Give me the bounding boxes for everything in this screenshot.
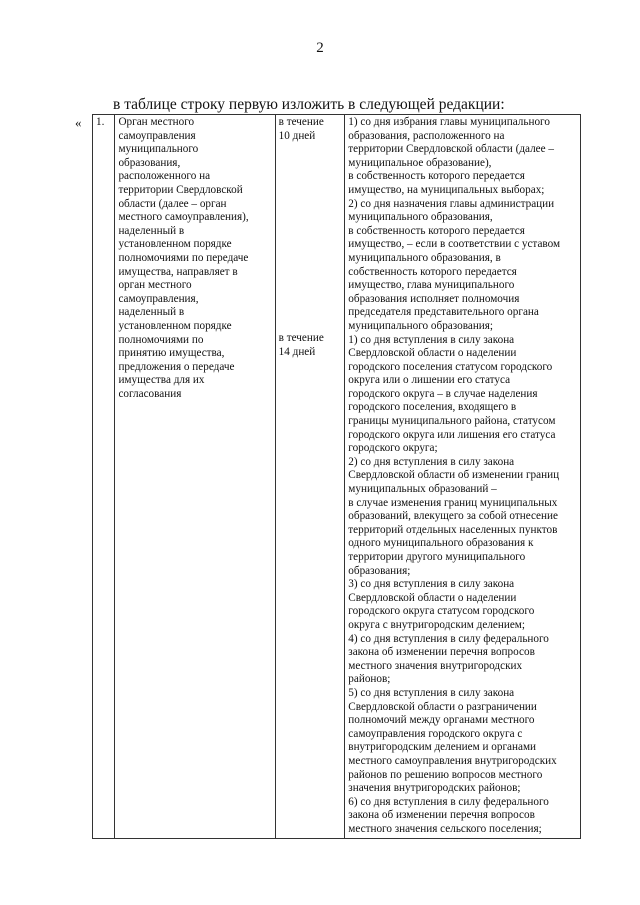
condition-text [348, 116, 577, 836]
condition-line: 2) со дня назначения главы администрации [348, 197, 555, 210]
condition-line: городского округа – в случае наделения [348, 387, 538, 400]
term-1-line-1: в течение [278, 116, 324, 128]
condition-line: городского поселения, входящего в [348, 401, 517, 414]
condition-line: 1) со дня вступления в силу закона [348, 333, 515, 346]
organ-line: образования, [118, 156, 181, 169]
organ-cell [115, 115, 275, 839]
condition-line: одного муниципального образования к [348, 537, 534, 550]
condition-line: границы муниципального района, статусом [348, 415, 556, 428]
condition-line: Свердловской области об изменении границ [348, 469, 560, 482]
condition-line: 2) со дня вступления в силу закона [348, 455, 515, 468]
condition-line: 5) со дня вступления в силу закона [348, 686, 515, 699]
organ-line: самоуправления [118, 129, 196, 142]
condition-line: в собственность которого передается [348, 170, 525, 183]
condition-line: муниципальных образований – [348, 483, 497, 496]
condition-line: образований, влекущего за собой отнесение [348, 510, 558, 523]
page-number: 2 [316, 40, 324, 56]
condition-line: местного значения сельского поселения; [348, 822, 542, 835]
organ-line: области (далее – орган [118, 197, 227, 210]
condition-line: полномочий между органами местного [348, 714, 535, 727]
term-2-line-2: 14 дней [278, 345, 316, 358]
condition-line: имущество, на муниципальных выборах; [348, 183, 545, 196]
organ-line: принятию имущества, [118, 347, 225, 360]
intro-text: в таблице строку первую изложить в следующей редакции: [113, 96, 505, 113]
condition-line: 3) со дня вступления в силу закона [348, 578, 515, 591]
condition-cell [345, 115, 581, 839]
condition-line: 4) со дня вступления в силу федерального [348, 632, 549, 645]
table-row [93, 115, 581, 839]
term-cell [275, 115, 345, 839]
condition-line: городского округа; [348, 442, 438, 455]
condition-line: территории другого муниципального [348, 551, 526, 563]
condition-line: городского округа или лишения его статуса [348, 428, 556, 441]
organ-text [118, 116, 271, 401]
condition-line: муниципальное образование), [348, 156, 492, 169]
condition-line: районов; [348, 673, 391, 686]
condition-line: муниципального образования; [348, 319, 494, 332]
condition-line: округа или о лишении его статуса [348, 374, 511, 387]
organ-line: согласования [118, 387, 182, 400]
condition-line: муниципального образования, [348, 211, 493, 224]
term-1 [279, 116, 342, 143]
condition-line: образования; [348, 564, 411, 577]
condition-line: территории Свердловской области (далее – [348, 143, 554, 156]
organ-line: имущества для их [118, 374, 205, 387]
organ-line: наделенный в [118, 306, 185, 319]
condition-line: образования, расположенного на [348, 129, 505, 142]
organ-line: самоуправления, [118, 292, 199, 305]
condition-line: в случае изменения границ муниципальных [348, 496, 558, 509]
organ-line: орган местного [118, 279, 192, 292]
condition-line: имущество, – если в соответствии с уставом [348, 238, 561, 251]
condition-line: районов по решению вопросов местного [348, 768, 543, 781]
condition-line: в собственность которого передается [348, 224, 525, 237]
organ-line: полномочиями по [118, 333, 204, 346]
condition-line: закона об изменении перечня вопросов [348, 646, 535, 659]
condition-line: образования исполняет полномочия [348, 292, 520, 305]
row-number: 1. [93, 115, 115, 839]
condition-line: Свердловской области о наделении [348, 347, 517, 360]
term-1-line-2: 10 дней [278, 129, 316, 142]
amendment-table [92, 114, 581, 839]
condition-line: местного самоуправления внутригородских [348, 754, 557, 767]
condition-line: внутригородским делением и органами [348, 741, 537, 754]
organ-line: территории Свердловской [118, 183, 243, 196]
organ-line: наделенный в [118, 224, 185, 237]
condition-line: округа с внутригородским делением; [348, 618, 525, 631]
condition-line: Свердловской области о наделении [348, 591, 517, 604]
condition-line: городского поселения статусом городского [348, 360, 553, 373]
condition-line: Свердловской области о разграничении [348, 700, 537, 713]
term-2 [279, 332, 342, 359]
condition-line: территорий отдельных населенных пунктов [348, 523, 558, 536]
condition-line: городского округа статусом городского [348, 605, 535, 618]
organ-line: установленном порядке [118, 319, 232, 332]
organ-line: имущества, направляет в [118, 265, 238, 278]
condition-line: самоуправления городского округа с [348, 727, 523, 740]
opening-quote-mark: « [75, 115, 82, 130]
condition-line: собственность которого передается [348, 265, 517, 278]
condition-line: значения внутригородских районов; [348, 782, 521, 795]
organ-line: расположенного на [118, 170, 211, 183]
organ-line: Орган местного [118, 116, 195, 128]
organ-line: полномочиями по передаче [118, 251, 249, 264]
condition-line: 1) со дня избрания главы муниципального [348, 116, 550, 128]
condition-line: закона об изменении перечня вопросов [348, 809, 535, 822]
term-2-line-1: в течение [278, 332, 324, 345]
condition-line: 6) со дня вступления в силу федерального [348, 795, 549, 808]
organ-line: предложения о передаче [118, 360, 235, 373]
condition-line: имущество, глава муниципального [348, 279, 515, 292]
organ-line: установленном порядке [118, 238, 232, 251]
condition-line: председателя представительного органа [348, 306, 539, 319]
condition-line: муниципального образования, в [348, 251, 501, 264]
condition-line: местного значения внутригородских [348, 659, 523, 672]
organ-line: местного самоуправления), [118, 211, 249, 224]
organ-line: муниципального [118, 143, 199, 156]
